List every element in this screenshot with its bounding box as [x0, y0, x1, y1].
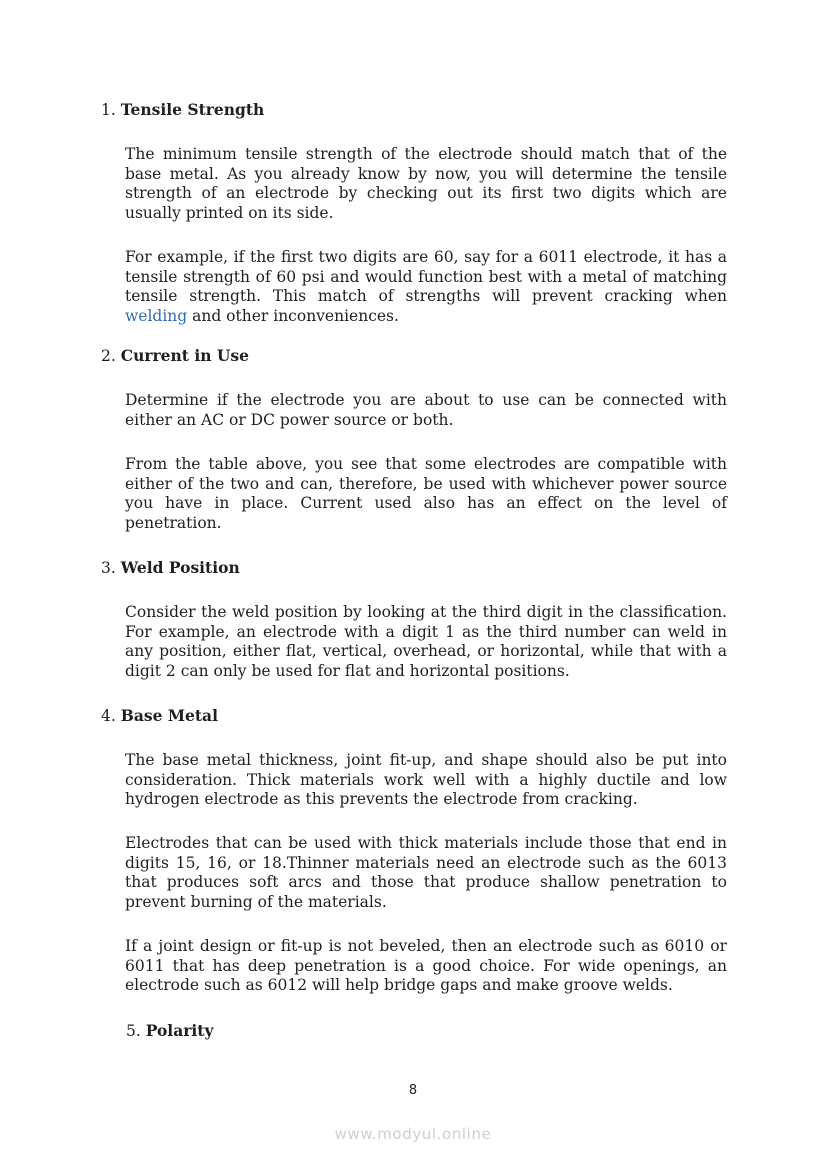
- section-heading-weld-position: [101, 558, 240, 578]
- section-number: 3.: [101, 559, 116, 577]
- paragraph-text: For example, if the first two digits are 60, say for a 6011 electrode, it has a tensile strength of 60 psi and would function best with a metal of matching tensile strength. This match of strengths will prevent cracking when: [125, 248, 727, 306]
- watermark: www.modyul.online: [334, 1125, 492, 1143]
- paragraph: If a joint design or fit-up is not beveled, then an electrode such as 6010 or 6011 that has deep penetration is a good choice. For wide openings, an electrode such as 6012 will help bridge gaps and make groove welds.: [125, 937, 727, 995]
- section-heading-current-in-use: [101, 346, 249, 366]
- welding-link[interactable]: welding: [125, 307, 188, 326]
- section-number: 1.: [101, 101, 116, 119]
- section-number: 2.: [101, 347, 116, 365]
- paragraph: The minimum tensile strength of the electrode should match that of the base metal. As you already know by now, you will determine the tensile strength of an electrode by checking out its first two digits which are usually printed on its side.: [125, 145, 727, 223]
- paragraph: From the table above, you see that some electrodes are compatible with either of the two and can, therefore, be used with whichever power source you have in place. Current used also has an effect on the level of penetration.: [125, 455, 727, 533]
- paragraph: Electrodes that can be used with thick materials include those that end in digits 15, 16, or 18.Thinner materials need an electrode such as the 6013 that produces soft arcs and those that produce shallow penetration to prevent burning of the materials.: [125, 834, 727, 912]
- section-heading-base-metal: [101, 706, 218, 726]
- page-number: 8: [408, 1083, 418, 1098]
- paragraph: Determine if the electrode you are about to use can be connected with either an AC or DC power source or both.: [125, 391, 727, 429]
- section-number: 4.: [101, 707, 116, 725]
- section-title: Weld Position: [120, 558, 240, 577]
- paragraph: The base metal thickness, joint fit-up, and shape should also be put into consideration. Thick materials work well with a highly ductile and low hydrogen electrode as this prevents the electrode from cracking.: [125, 751, 727, 809]
- section-number: 5.: [126, 1022, 141, 1040]
- paragraph: Consider the weld position by looking at the third digit in the classification. For example, an electrode with a digit 1 as the third number can weld in any position, either flat, vertical, overhead, or horizontal, while that with a digit 2 can only be used for flat and horizontal positions.: [125, 603, 727, 681]
- section-heading-polarity: [126, 1021, 213, 1041]
- section-title: Current in Use: [120, 346, 250, 365]
- paragraph-text: and other inconveniences.: [187, 307, 399, 326]
- section-title: Base Metal: [120, 706, 218, 725]
- section-title: Polarity: [145, 1021, 214, 1040]
- section-title: Tensile Strength: [120, 100, 265, 119]
- section-heading-tensile-strength: [101, 100, 264, 120]
- paragraph-example: [125, 248, 727, 327]
